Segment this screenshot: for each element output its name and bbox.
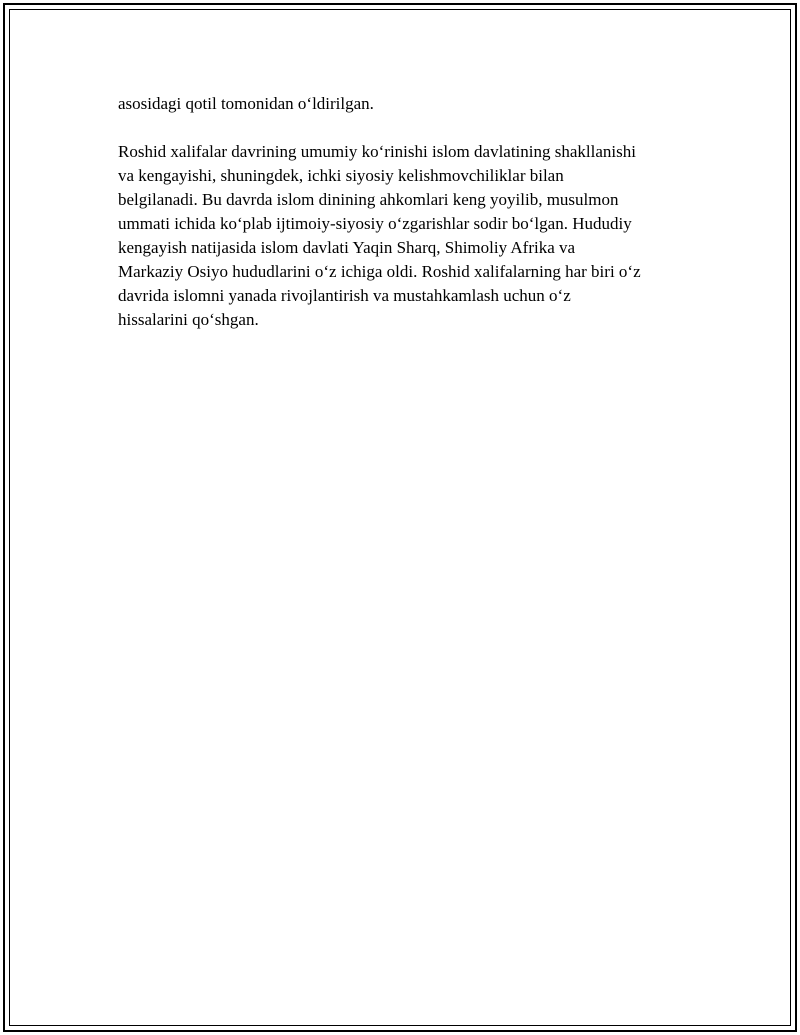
- text-line: hissalarini qo‘shgan.: [118, 310, 259, 329]
- text-line: davrida islomni yanada rivojlantirish va mustahkamlash uchun o‘z: [118, 286, 571, 305]
- text-line: kengayish natijasida islom davlati Yaqin Sharq, Shimoliy Afrika va: [118, 238, 576, 257]
- text-line: ummati ichida ko‘plab ijtimoiy-siyosiy o‘zgarishlar sodir bo‘lgan. Hududiy: [118, 214, 632, 233]
- text-line: asosidagi qotil tomonidan o‘ldirilgan.: [118, 94, 374, 113]
- text-line: va kengayishi, shuningdek, ichki siyosiy kelishmovchiliklar bilan: [118, 166, 564, 185]
- document-body: [118, 92, 688, 356]
- text-line: Roshid xalifalar davrining umumiy ko‘rinishi islom davlatining shakllanishi: [118, 142, 636, 161]
- text-line: Markaziy Osiyo hududlarini o‘z ichiga oldi. Roshid xalifalarning har biri o‘z: [118, 262, 641, 281]
- text-line: belgilanadi. Bu davrda islom dinining ahkomlari keng yoyilib, musulmon: [118, 190, 619, 209]
- paragraph-2: [118, 140, 688, 332]
- paragraph-1: [118, 92, 688, 116]
